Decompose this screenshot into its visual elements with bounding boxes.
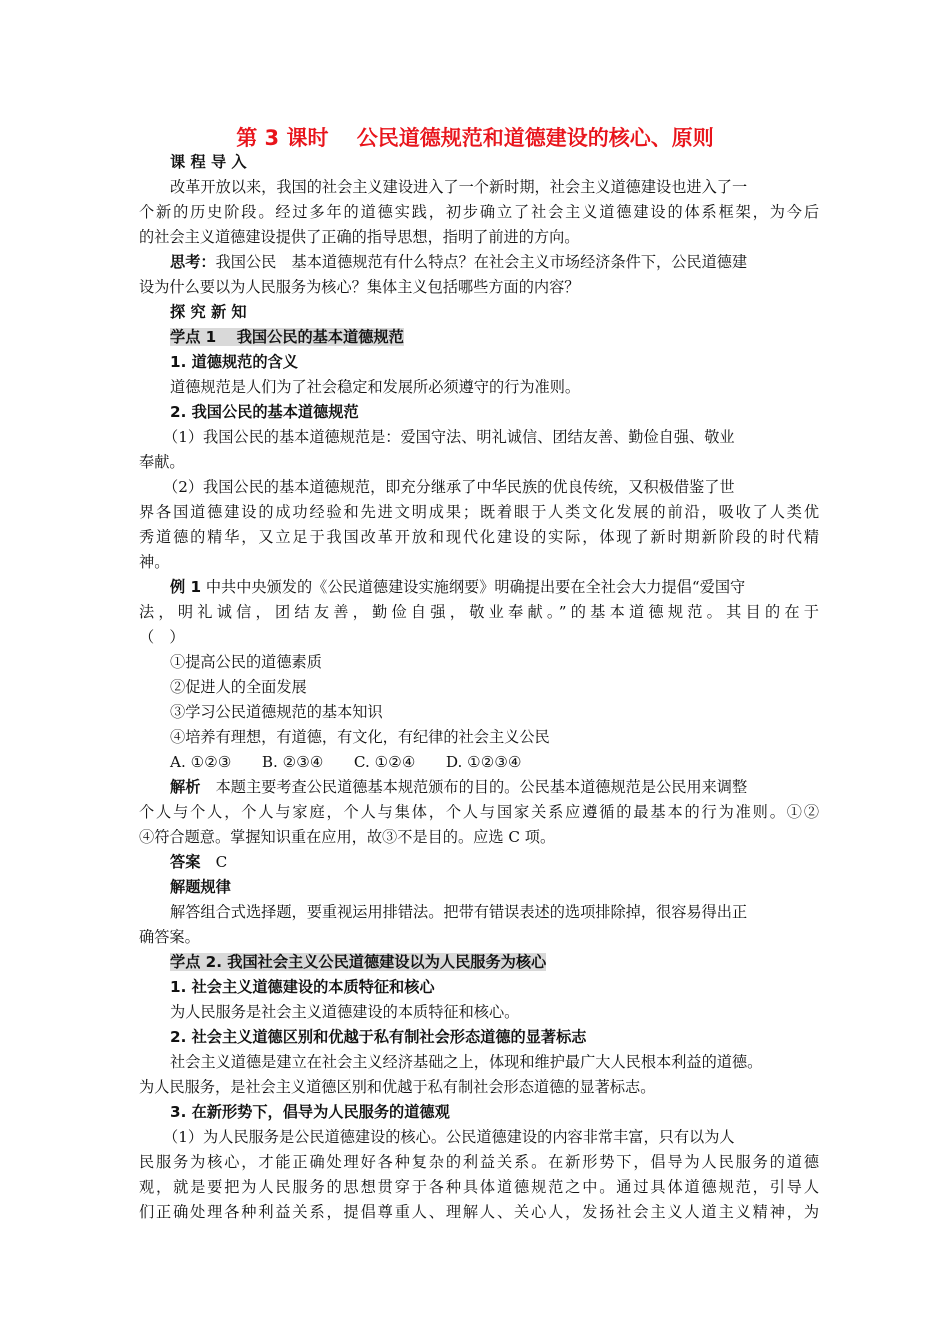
example-line: 法，明礼诚信，团结友善，勤俭自强，敬业奉献。”的基本道德规范。其目的在于	[139, 603, 819, 621]
intro-line: 个新的历史阶段。经过多年的道德实践，初步确立了社会主义道德建设的体系框架，为今后	[139, 203, 819, 221]
think-text: 我国公民 基本道德规范有什么特点？在社会主义市场经济条件下，公民道德建	[215, 253, 748, 271]
paragraph-line: 界各国道德建设的成功经验和先进文明成果；既着眼于人类文化发展的前沿，吸收了人类优	[139, 503, 819, 521]
section-heading-explore: 探 究 新 知	[170, 303, 247, 321]
rule-line: 解答组合式选择题，要重视运用排错法。把带有错误表述的选项排除掉，很容易得出正	[170, 903, 748, 921]
option-item: ①提高公民的道德素质	[170, 653, 322, 671]
study-point-2-heading: 学点 2. 我国社会主义公民道德建设以为人民服务为核心	[170, 953, 547, 971]
option-item: ③学习公民道德规范的基本知识	[170, 703, 383, 721]
paragraph-line: 奉献。	[139, 453, 185, 471]
paragraph-line: 秀道德的精华，又立足于我国改革开放和现代化建设的实际，体现了新时期新阶段的时代精	[139, 528, 819, 546]
paragraph-line: 为人民服务，是社会主义道德区别和优越于私有制社会形态道德的显著标志。	[139, 1078, 656, 1096]
paragraph-line: 社会主义道德是建立在社会主义经济基础之上，体现和维护最广大人民根本利益的道德。	[170, 1053, 763, 1071]
rule-heading: 解题规律	[170, 878, 231, 896]
example-line: 例 1 中共中央颁发的《公民道德建设实施纲要》明确提出要在全社会大力提倡“爱国守	[170, 578, 746, 596]
study-point-1-heading: 学点 1 我国公民的基本道德规范	[170, 328, 404, 346]
subheading: 1. 社会主义道德建设的本质特征和核心	[170, 978, 435, 996]
analysis-line: ④符合题意。掌握知识重在应用，故③不是目的。应选 C 项。	[139, 828, 556, 846]
section-heading-intro: 课 程 导 入	[170, 153, 247, 171]
paragraph-line: 道德规范是人们为了社会稳定和发展所必须遵守的行为准则。	[170, 378, 581, 396]
page-title: 第 3 课时 公民道德规范和道德建设的核心、原则	[236, 126, 714, 150]
think-label: 思考：	[170, 253, 216, 271]
example-line: （ ）	[139, 628, 185, 646]
subheading: 3. 在新形势下，倡导为人民服务的道德观	[170, 1103, 450, 1121]
paragraph-line: （1）我国公民的基本道德规范是：爱国守法、明礼诚信、团结友善、勤俭自强、敬业	[163, 428, 735, 446]
intro-line: 改革开放以来，我国的社会主义建设进入了一个新时期，社会主义道德建设也进入了一	[170, 178, 748, 196]
subheading: 1. 道德规范的含义	[170, 353, 298, 371]
paragraph-line: 们正确处理各种利益关系，提倡尊重人、理解人、关心人，发扬社会主义人道主义精神，为	[139, 1203, 819, 1221]
answer-line: 答案 C	[170, 853, 228, 871]
paragraph-line: 神。	[139, 553, 170, 571]
option-item: ②促进人的全面发展	[170, 678, 307, 696]
paragraph-line: 观，就是要把为人民服务的思想贯穿于各种具体道德规范之中。通过具体道德规范，引导人	[139, 1178, 819, 1196]
subheading: 2. 我国公民的基本道德规范	[170, 403, 359, 421]
think-line: 设为什么要以为人民服务为核心？集体主义包括哪些方面的内容？	[139, 278, 580, 296]
analysis-line: 个人与个人，个人与家庭，个人与集体，个人与国家关系应遵循的最基本的行为准则。①②	[139, 803, 819, 821]
think-line	[170, 252, 850, 272]
answer-choices: A. ①②③ B. ②③④ C. ①②④ D. ①②③④	[170, 753, 522, 771]
example-label: 例 1	[170, 578, 202, 596]
answer-label: 答案	[170, 853, 201, 871]
paragraph-line: 民服务为核心，才能正确处理好各种复杂的利益关系。在新形势下，倡导为人民服务的道德	[139, 1153, 819, 1171]
paragraph-line: （1）为人民服务是公民道德建设的核心。公民道德建设的内容非常丰富，只有以为人	[163, 1128, 735, 1146]
paragraph-line: 为人民服务是社会主义道德建设的本质特征和核心。	[170, 1003, 520, 1021]
subheading: 2. 社会主义道德区别和优越于私有制社会形态道德的显著标志	[170, 1028, 587, 1046]
analysis-line: 解析 本题主要考查公民道德基本规范颁布的目的。公民基本道德规范是公民用来调整	[170, 778, 748, 796]
rule-line: 确答案。	[139, 928, 200, 946]
analysis-label: 解析	[170, 778, 201, 796]
option-item: ④培养有理想，有道德，有文化，有纪律的社会主义公民	[170, 728, 550, 746]
paragraph-line: （2）我国公民的基本道德规范，即充分继承了中华民族的优良传统，又积极借鉴了世	[163, 478, 735, 496]
intro-line: 的社会主义道德建设提供了正确的指导思想，指明了前进的方向。	[139, 228, 580, 246]
